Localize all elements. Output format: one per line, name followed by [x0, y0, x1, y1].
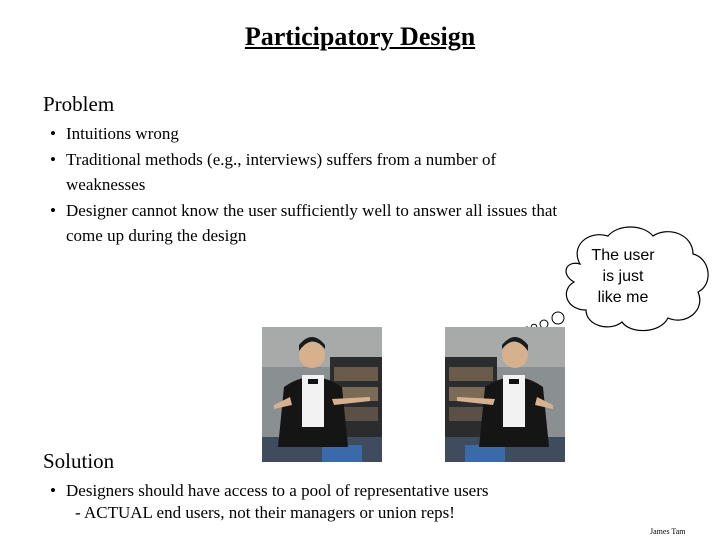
list-item — [50, 198, 557, 249]
bullet-text: Designers should have access to a pool of representative users — [66, 481, 489, 500]
list-item — [50, 478, 489, 504]
person-pointing-photo-left — [262, 327, 382, 462]
list-item — [50, 121, 557, 147]
problem-heading: Problem — [43, 92, 115, 116]
bullet-icon: • — [50, 481, 56, 500]
bullet-icon: • — [50, 124, 56, 143]
person-pointing-photo-right — [445, 327, 565, 462]
bullet-text: Designer cannot know the user sufficiently well to answer all issues that — [66, 200, 558, 220]
bullet-icon: • — [50, 149, 56, 169]
bullet-text-continued: weaknesses — [66, 175, 146, 194]
bullet-icon: • — [50, 200, 56, 220]
list-item — [50, 147, 557, 198]
footer-author: James Tam — [650, 527, 686, 536]
slide-title: Participatory Design — [244, 22, 476, 51]
solution-heading: Solution — [43, 449, 115, 473]
solution-list — [50, 478, 489, 504]
bullet-text: Intuitions wrong — [66, 124, 179, 143]
solution-subitem: - ACTUAL end users, not their managers or union reps! — [75, 503, 455, 522]
thought-bubble-text: The user is just like me — [591, 247, 655, 306]
problem-list — [50, 121, 557, 249]
bullet-text-continued: come up during the design — [66, 226, 247, 245]
bullet-text: Traditional methods (e.g., interviews) suffers from a number of — [66, 149, 497, 169]
